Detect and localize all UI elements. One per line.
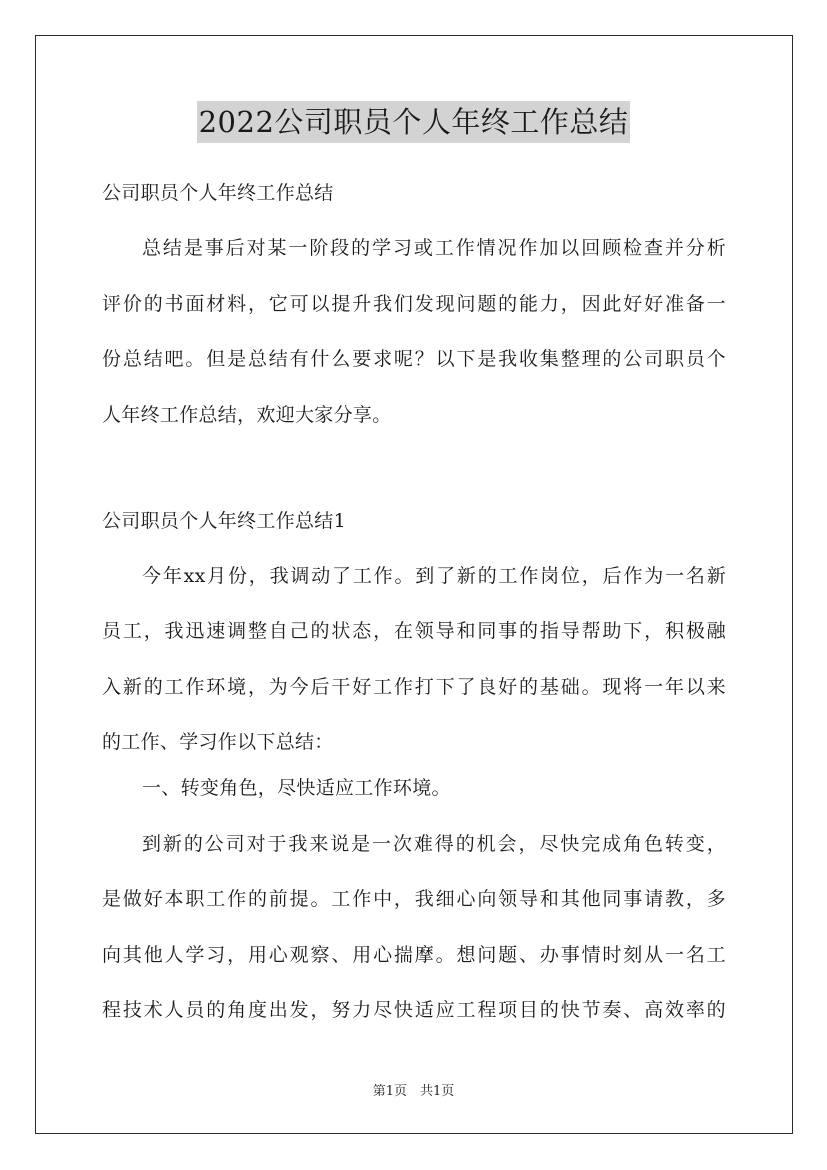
document-subtitle: 公司职员个人年终工作总结 — [102, 182, 334, 204]
paragraph-line: 是做好本职工作的前提。工作中，我细心向领导和其他同事请教，多 — [102, 888, 726, 910]
intro-line: 人年终工作总结，欢迎大家分享。 — [102, 404, 392, 426]
paragraph-line: 的工作、学习作以下总结： — [102, 731, 334, 753]
section-heading: 公司职员个人年终工作总结1 — [102, 510, 346, 532]
intro-line: 评价的书面材料，它可以提升我们发现问题的能力，因此好好准备一 — [102, 293, 726, 315]
intro-line: 份总结吧。但是总结有什么要求呢？以下是我收集整理的公司职员个 — [102, 348, 726, 370]
document-title: 2022公司职员个人年终工作总结 — [197, 101, 631, 143]
paragraph-line: 员工，我迅速调整自己的状态，在领导和同事的指导帮助下，积极融 — [102, 620, 726, 642]
paragraph-line: 今年xx月份，我调动了工作。到了新的工作岗位，后作为一名新 — [142, 565, 726, 587]
page-number: 第1页 共1页 — [372, 1084, 455, 1099]
paragraph-line: 向其他人学习，用心观察、用心揣摩。想问题、办事情时刻从一名工 — [102, 944, 726, 966]
intro-line: 总结是事后对某一阶段的学习或工作情况作加以回顾检查并分析 — [142, 237, 726, 259]
title-container — [0, 101, 827, 143]
paragraph-line: 入新的工作环境，为今后干好工作打下了良好的基础。现将一年以来 — [102, 676, 726, 698]
point-heading: 一、转变角色，尽快适应工作环境。 — [142, 777, 451, 799]
paragraph-line: 程技术人员的角度出发，努力尽快适应工程项目的快节奏、高效率的 — [102, 999, 726, 1021]
paragraph-line: 到新的公司对于我来说是一次难得的机会，尽快完成角色转变， — [142, 833, 726, 855]
